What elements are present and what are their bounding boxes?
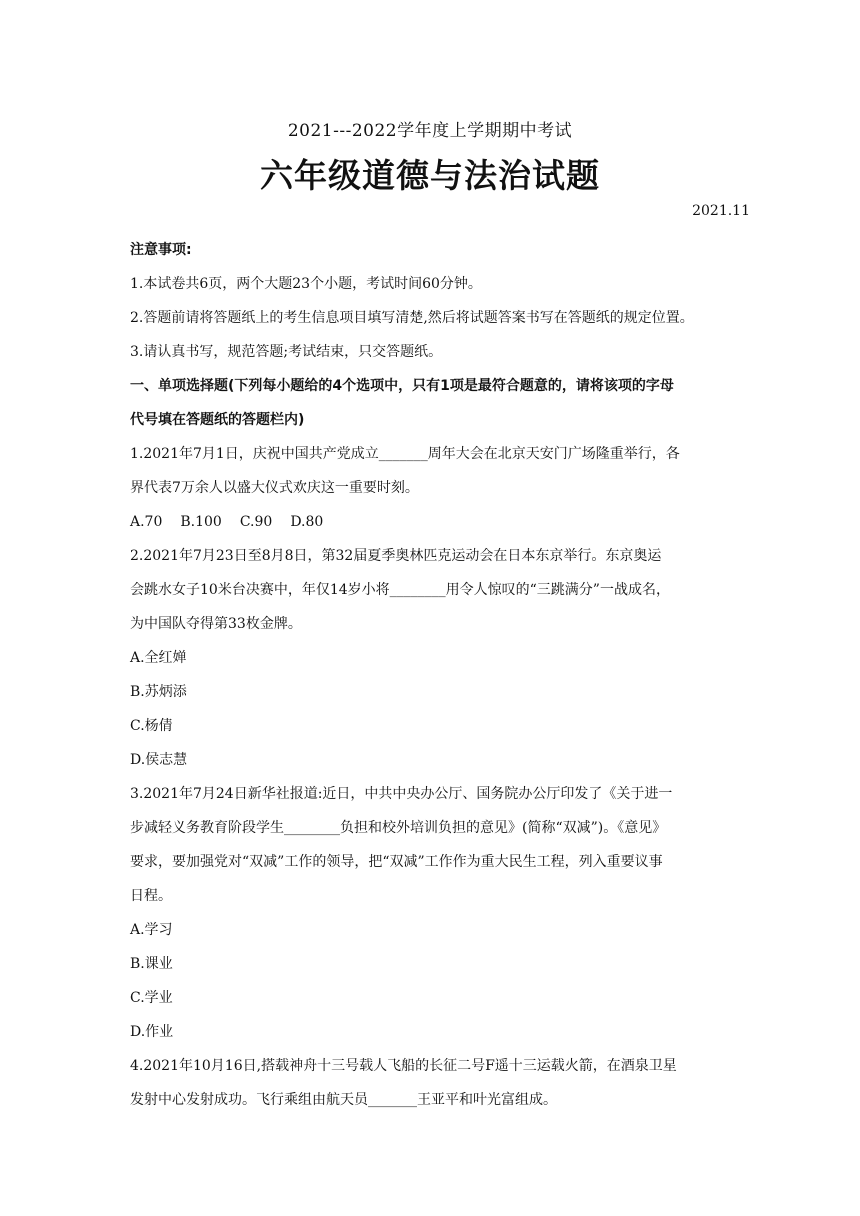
option: C.学业 (130, 990, 173, 1006)
exam-subtitle: 2021---2022学年度上学期期中考试 (287, 121, 573, 141)
question-text: 界代表7万余人以盛大仪式欢庆这一重要时刻。 (130, 480, 419, 496)
option: A.全红婵 (130, 650, 187, 666)
question-text: 4.2021年10月16日,搭载神舟十三号载人飞船的长征二号F遥十三运载火箭，在酒泉卫星 (130, 1058, 677, 1074)
option: B.课业 (130, 956, 173, 972)
question-text: 1.2021年7月1日，庆祝中国共产党成立_______周年大会在北京天安门广场隆重举行，各 (130, 446, 680, 462)
exam-date: 2021.11 (692, 203, 750, 219)
option: B.苏炳添 (130, 684, 187, 700)
question-text: 3.2021年7月24日新华社报道:近日，中共中央办公厅、国务院办公厅印发了《关于进一 (130, 786, 673, 802)
option: D.作业 (130, 1024, 174, 1040)
notes-heading: 注意事项: (130, 242, 192, 258)
question-text: 日程。 (130, 888, 172, 904)
section-heading: 一、单项选择题(下列每小题给的4个选项中，只有1项是最符合题意的，请将该项的字母 (130, 378, 674, 394)
option: D.侯志慧 (130, 752, 188, 768)
note-item: 2.答题前请将答题纸上的考生信息项目填写清楚,然后将试题答案书写在答题纸的规定位置。 (130, 310, 694, 326)
question-text: 为中国队夺得第33枚金牌。 (130, 616, 302, 632)
question-text: 会跳水女子10米台决赛中，年仅14岁小将________用令人惊叹的“三跳满分”一战成名， (130, 582, 670, 598)
question-text: 2.2021年7月23日至8月8日，第32届夏季奥林匹克运动会在日本东京举行。东京奥运 (130, 548, 662, 564)
section-heading: 代号填在答题纸的答题栏内) (130, 412, 305, 428)
option: D.80 (290, 514, 324, 530)
option: C.90 (239, 514, 273, 530)
option: A.70 (130, 514, 163, 530)
note-item: 3.请认真书写，规范答题;考试结束，只交答题纸。 (130, 344, 443, 360)
question-text: 要求，要加强党对“双减”工作的领导，把“双减”工作作为重大民生工程，列入重要议事 (130, 854, 663, 870)
exam-body (130, 233, 750, 1117)
option: B.100 (180, 514, 222, 530)
question-options (130, 505, 750, 539)
exam-title: 六年级道德与法治试题 (260, 156, 600, 195)
question-text: 步减轻义务教育阶段学生________负担和校外培训负担的意见》(简称“双减”)。《意见》 (130, 820, 667, 836)
question-text: 发射中心发射成功。飞行乘组由航天员_______王亚平和叶光富组成。 (130, 1092, 557, 1108)
option: C.杨倩 (130, 718, 173, 734)
note-item: 1.本试卷共6页，两个大题23个小题，考试时间60分钟。 (130, 276, 482, 292)
option: A.学习 (130, 922, 173, 938)
